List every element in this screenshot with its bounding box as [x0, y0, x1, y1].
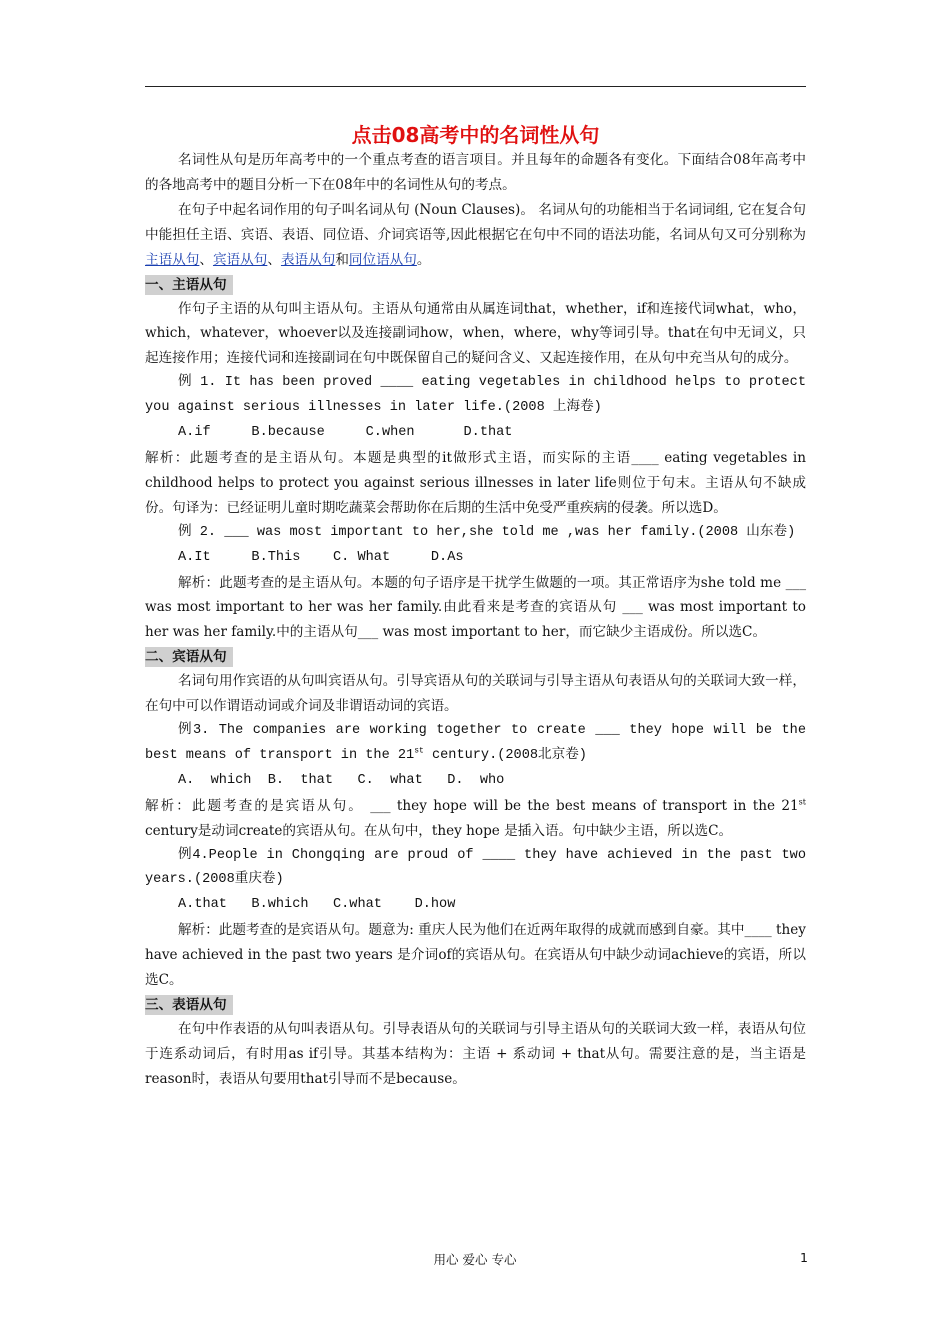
intro-paragraph-1: 名词性从句是历年高考中的一个重点考查的语言项目。并且每年的命题各有变化。下面结合08年高考中的各地高考中的题目分析一下在08年中的名词性从句的考点。	[145, 152, 806, 193]
intro-paragraph-2	[145, 198, 806, 273]
example-1-analysis: 解析：此题考查的是主语从句。本题是典型的it做形式主语，而实际的主语____ eating vegetables in childhood helps to protect you against serious illnesses in later life则位于句末。主语从句不缺成份。句译为：已经证明儿童时期吃蔬菜会帮助你在后期的生活中免受严重疾病的侵袭。所以选D。	[145, 449, 806, 516]
predicative-clause-paragraph: 在句中作表语的从句叫表语从句。引导表语从句的关联词与引导主语从句的关联词大致一样，表语从句位于连系动词后，有时用as if引导。其基本结构为：主语 + 系动词 + that从句。需要注意的是，当主语是reason时，表语从句要用that引导而不是because。	[145, 1021, 806, 1087]
header-rule	[145, 86, 806, 87]
superscript: st	[414, 746, 424, 756]
footer-motto: 用心 爱心 专心	[433, 1252, 517, 1267]
link-predicative-clause[interactable]: 表语从句	[280, 251, 336, 268]
page-number: 1	[800, 1250, 808, 1265]
example-1-options: A.if B.because C.when D.that	[178, 425, 513, 441]
example-2-question: 例 2. ___ was most important to her,she told me ,was her family.(2008 山东卷)	[178, 524, 796, 540]
section-heading-subject: 一、主语从句	[145, 275, 233, 295]
separator: 、	[267, 251, 281, 268]
document-title: 点击08高考中的名词性从句	[351, 123, 600, 147]
subject-clause-paragraph: 作句子主语的从句叫主语从句。主语从句通常由从属连词that，whether，if和连接代词what，who，which，whatever，whoever以及连接副词how，when，where，why等词引导。that在句中无词义，只起连接作用；连接代词和连接副词在句中既保留自己的疑问含义、又起连接作用，在从句中充当从句的成分。	[145, 300, 806, 367]
example-3-analysis-end: century是动词create的宾语从句。在从句中，they hope 是插入语。句中缺少主语，所以选C。	[145, 822, 733, 839]
object-clause-paragraph: 名词句用作宾语的从句叫宾语从句。引导宾语从句的关联词与引导主语从句表语从句的关联词大致一样，在句中可以作谓语动词或介词及非谓语动词的宾语。	[145, 673, 806, 715]
example-2-analysis: 解析：此题考查的是主语从句。本题的句子语序是干扰学生做题的一项。其正常语序为she told me ___ was most important to her was her family.由此看来是考查的宾语从句 ___ was most important to her was her family.中的主语从句___ was most important to her，而它缺少主语成份。所以选C。	[145, 574, 806, 641]
superscript: st	[798, 797, 806, 807]
section-heading-predicative: 三、表语从句	[145, 995, 233, 1015]
example-4-question: 例4.People in Chongqing are proud of ____ they have achieved in the past two years.(2008重庆卷)	[145, 847, 806, 888]
example-3-question	[145, 719, 806, 769]
example-3-text-end: century.(2008北京卷)	[423, 747, 587, 763]
link-subject-clause[interactable]: 主语从句	[145, 251, 200, 268]
conjunction: 和	[335, 251, 349, 268]
link-appositive-clause[interactable]: 同位语从句	[348, 251, 417, 268]
separator: 、	[199, 251, 213, 268]
document-body	[145, 122, 806, 1092]
example-3-text: 例3. The companies are working together to create ___ they hope will be the best means of transport in the 21	[145, 723, 806, 763]
example-3-analysis-text: 解析：此题考查的是宾语从句。 ___ they hope will be the best means of transport in the 21	[145, 797, 799, 814]
example-2-options: A.It B.This C. What D.As	[178, 549, 464, 565]
link-object-clause[interactable]: 宾语从句	[212, 251, 268, 268]
period: 。	[416, 251, 431, 268]
example-3-analysis	[145, 794, 806, 844]
example-1-question: 例 1. It has been proved ____ eating vegetables in childhood helps to protect you against serious illnesses in later life.(2008 上海卷)	[145, 375, 806, 416]
intro-text: 在句子中起名词作用的句子叫名词从句 (Noun Clauses)。 名词从句的功能相当于名词词组, 它在复合句中能担任主语、宾语、表语、同位语、介词宾语等,因此根据它在句中不同的语法功能，名词从句又可分别称为	[145, 201, 806, 243]
example-4-analysis: 解析：此题考查的是宾语从句。题意为: 重庆人民为他们在近两年取得的成就而感到自豪。其中____ they have achieved in the past two years 是介词of的宾语从句。在宾语从句中缺少动词achieve的宾语，所以选C。	[145, 922, 806, 989]
example-3-options: A. which B. that C. what D. who	[178, 772, 505, 788]
example-4-options: A.that B.which C.what D.how	[178, 897, 456, 913]
section-heading-object: 二、宾语从句	[145, 647, 233, 667]
